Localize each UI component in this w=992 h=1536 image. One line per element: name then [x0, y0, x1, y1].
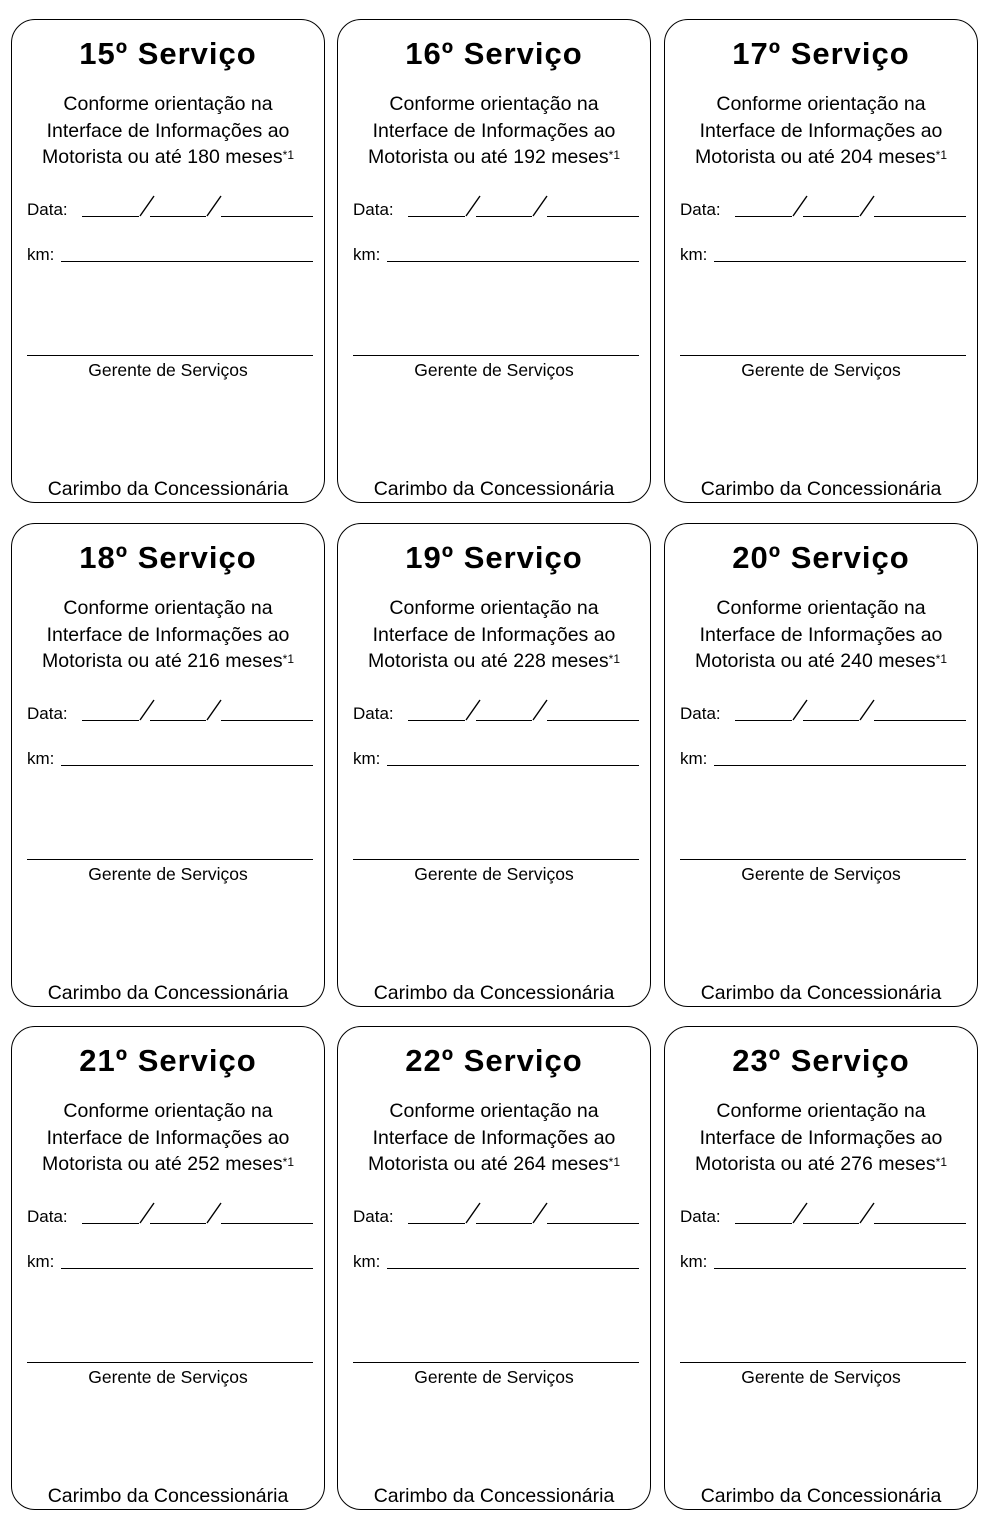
km-label: km:	[353, 1252, 381, 1271]
signature-line[interactable]	[353, 859, 639, 860]
description-line-2: Interface de Informações ao	[372, 623, 616, 646]
description-line-2: Interface de Informações ao	[46, 623, 290, 646]
service-title: 22º Serviço	[405, 1043, 583, 1078]
date-label: Data:	[680, 704, 721, 723]
date-label: Data:	[680, 200, 721, 219]
date-day-field[interactable]	[408, 216, 465, 217]
km-label: km:	[353, 245, 381, 264]
km-field[interactable]	[387, 765, 639, 766]
date-year-field[interactable]	[874, 720, 966, 721]
description-prefix: Motorista ou até	[42, 650, 188, 672]
service-description	[12, 91, 324, 171]
signature-line[interactable]	[353, 1362, 639, 1363]
service-months: 264	[513, 1153, 546, 1175]
service-card	[337, 523, 651, 1007]
service-card	[664, 19, 978, 503]
date-year-field[interactable]	[221, 720, 313, 721]
date-day-field[interactable]	[408, 1223, 465, 1224]
date-separator-2	[531, 1201, 553, 1225]
date-day-field[interactable]	[735, 1223, 792, 1224]
description-prefix: Motorista ou até	[695, 1153, 841, 1175]
service-months: 276	[840, 1153, 873, 1175]
signature-line[interactable]	[680, 355, 966, 356]
service-title: 20º Serviço	[732, 540, 910, 575]
stamp-label: Carimbo da Concessionária	[700, 1485, 942, 1507]
service-months: 180	[187, 146, 220, 168]
date-day-field[interactable]	[408, 720, 465, 721]
service-title: 15º Serviço	[79, 36, 257, 71]
description-line-2: Interface de Informações ao	[699, 1126, 943, 1149]
service-title: 19º Serviço	[405, 540, 583, 575]
service-months: 228	[513, 650, 546, 672]
date-separator-1	[791, 698, 813, 722]
footnote-mark: *1	[282, 148, 294, 162]
description-prefix: Motorista ou até	[695, 146, 841, 168]
service-title: 23º Serviço	[732, 1043, 910, 1078]
date-day-field[interactable]	[82, 216, 139, 217]
km-field[interactable]	[387, 1268, 639, 1269]
km-field[interactable]	[61, 261, 313, 262]
date-month-field[interactable]	[150, 216, 206, 217]
date-day-field[interactable]	[82, 720, 139, 721]
service-card	[664, 1026, 978, 1510]
date-separator-1	[791, 1201, 813, 1225]
service-card	[337, 1026, 651, 1510]
description-line-1: Conforme orientação na	[716, 93, 926, 115]
description-line-3	[12, 648, 324, 675]
date-month-field[interactable]	[150, 720, 206, 721]
signature-label: Gerente de Serviços	[88, 1367, 248, 1387]
service-title: 21º Serviço	[79, 1043, 257, 1078]
km-field[interactable]	[714, 261, 966, 262]
date-separator-1	[138, 1201, 160, 1225]
description-line-1: Conforme orientação na	[63, 93, 273, 115]
description-prefix: Motorista ou até	[42, 1153, 188, 1175]
date-separator-2	[858, 698, 880, 722]
service-description	[665, 1098, 977, 1178]
service-description	[338, 595, 650, 675]
description-line-2: Interface de Informações ao	[372, 119, 616, 142]
service-card	[11, 523, 325, 1007]
date-separator-1	[138, 698, 160, 722]
date-separator-1	[464, 1201, 486, 1225]
description-suffix: meses	[219, 650, 283, 672]
description-suffix: meses	[219, 146, 283, 168]
date-label: Data:	[353, 200, 394, 219]
signature-label: Gerente de Serviços	[741, 360, 901, 380]
description-line-2: Interface de Informações ao	[46, 119, 290, 142]
description-suffix: meses	[872, 1153, 936, 1175]
footnote-mark: *1	[282, 652, 294, 666]
signature-line[interactable]	[27, 859, 313, 860]
description-suffix: meses	[545, 1153, 609, 1175]
stamp-label: Carimbo da Concessionária	[373, 1485, 615, 1507]
km-label: km:	[680, 1252, 708, 1271]
service-title: 17º Serviço	[732, 36, 910, 71]
date-year-field[interactable]	[547, 216, 639, 217]
footnote-mark: *1	[608, 652, 620, 666]
km-label: km:	[27, 245, 55, 264]
stamp-label: Carimbo da Concessionária	[47, 478, 289, 500]
date-year-field[interactable]	[547, 720, 639, 721]
description-line-2: Interface de Informações ao	[46, 1126, 290, 1149]
date-label: Data:	[27, 704, 68, 723]
date-month-field[interactable]	[803, 1223, 859, 1224]
signature-label: Gerente de Serviços	[88, 864, 248, 884]
date-separator-2	[205, 698, 227, 722]
date-month-field[interactable]	[476, 720, 532, 721]
service-description	[338, 1098, 650, 1178]
service-description	[12, 595, 324, 675]
description-line-1: Conforme orientação na	[716, 1100, 926, 1122]
description-line-3	[338, 648, 650, 675]
km-label: km:	[27, 1252, 55, 1271]
date-label: Data:	[353, 1207, 394, 1226]
signature-line[interactable]	[27, 355, 313, 356]
description-suffix: meses	[872, 650, 936, 672]
description-prefix: Motorista ou até	[695, 650, 841, 672]
service-description	[665, 595, 977, 675]
service-card	[11, 19, 325, 503]
date-separator-1	[791, 194, 813, 218]
service-title: 16º Serviço	[405, 36, 583, 71]
date-separator-1	[464, 698, 486, 722]
km-label: km:	[27, 749, 55, 768]
km-field[interactable]	[714, 1268, 966, 1269]
signature-label: Gerente de Serviços	[741, 1367, 901, 1387]
service-description	[338, 91, 650, 171]
footnote-mark: *1	[282, 1155, 294, 1169]
km-field[interactable]	[61, 765, 313, 766]
date-separator-2	[858, 194, 880, 218]
description-line-3	[338, 144, 650, 171]
description-prefix: Motorista ou até	[368, 146, 514, 168]
date-separator-1	[138, 194, 160, 218]
date-day-field[interactable]	[735, 720, 792, 721]
description-prefix: Motorista ou até	[42, 146, 188, 168]
date-separator-1	[464, 194, 486, 218]
date-label: Data:	[27, 1207, 68, 1226]
signature-line[interactable]	[353, 355, 639, 356]
signature-label: Gerente de Serviços	[88, 360, 248, 380]
footnote-mark: *1	[608, 148, 620, 162]
description-line-3	[338, 1151, 650, 1178]
stamp-label: Carimbo da Concessionária	[373, 478, 615, 500]
date-month-field[interactable]	[476, 216, 532, 217]
date-month-field[interactable]	[150, 1223, 206, 1224]
description-prefix: Motorista ou até	[368, 650, 514, 672]
stamp-label: Carimbo da Concessionária	[47, 1485, 289, 1507]
km-label: km:	[680, 749, 708, 768]
service-card	[664, 523, 978, 1007]
signature-line[interactable]	[27, 1362, 313, 1363]
description-line-3	[665, 648, 977, 675]
description-line-1: Conforme orientação na	[63, 597, 273, 619]
date-separator-2	[205, 1201, 227, 1225]
date-month-field[interactable]	[803, 216, 859, 217]
footnote-mark: *1	[608, 1155, 620, 1169]
description-prefix: Motorista ou até	[368, 1153, 514, 1175]
service-months: 252	[187, 1153, 220, 1175]
signature-label: Gerente de Serviços	[414, 360, 574, 380]
signature-label: Gerente de Serviços	[414, 864, 574, 884]
signature-line[interactable]	[680, 859, 966, 860]
description-line-2: Interface de Informações ao	[699, 623, 943, 646]
signature-line[interactable]	[680, 1362, 966, 1363]
date-day-field[interactable]	[735, 216, 792, 217]
service-description	[665, 91, 977, 171]
km-field[interactable]	[387, 261, 639, 262]
signature-label: Gerente de Serviços	[414, 1367, 574, 1387]
km-label: km:	[680, 245, 708, 264]
stamp-label: Carimbo da Concessionária	[47, 982, 289, 1004]
km-label: km:	[353, 749, 381, 768]
description-line-1: Conforme orientação na	[63, 1100, 273, 1122]
description-line-1: Conforme orientação na	[716, 597, 926, 619]
service-months: 192	[513, 146, 546, 168]
stamp-label: Carimbo da Concessionária	[700, 478, 942, 500]
description-suffix: meses	[545, 146, 609, 168]
footnote-mark: *1	[935, 652, 947, 666]
footnote-mark: *1	[935, 1155, 947, 1169]
description-line-1: Conforme orientação na	[389, 597, 599, 619]
service-title: 18º Serviço	[79, 540, 257, 575]
date-year-field[interactable]	[221, 216, 313, 217]
km-field[interactable]	[714, 765, 966, 766]
description-line-3	[665, 144, 977, 171]
service-months: 216	[187, 650, 220, 672]
description-suffix: meses	[545, 650, 609, 672]
service-months: 240	[840, 650, 873, 672]
description-line-3	[665, 1151, 977, 1178]
date-year-field[interactable]	[547, 1223, 639, 1224]
stamp-label: Carimbo da Concessionária	[700, 982, 942, 1004]
date-separator-2	[858, 1201, 880, 1225]
km-field[interactable]	[61, 1268, 313, 1269]
service-description	[12, 1098, 324, 1178]
date-label: Data:	[27, 200, 68, 219]
stamp-label: Carimbo da Concessionária	[373, 982, 615, 1004]
date-year-field[interactable]	[221, 1223, 313, 1224]
service-card	[11, 1026, 325, 1510]
footnote-mark: *1	[935, 148, 947, 162]
date-label: Data:	[353, 704, 394, 723]
description-line-2: Interface de Informações ao	[699, 119, 943, 142]
description-suffix: meses	[872, 146, 936, 168]
date-separator-2	[205, 194, 227, 218]
date-year-field[interactable]	[874, 1223, 966, 1224]
description-line-1: Conforme orientação na	[389, 93, 599, 115]
signature-label: Gerente de Serviços	[741, 864, 901, 884]
date-day-field[interactable]	[82, 1223, 139, 1224]
date-month-field[interactable]	[803, 720, 859, 721]
description-line-3	[12, 1151, 324, 1178]
description-line-3	[12, 144, 324, 171]
description-suffix: meses	[219, 1153, 283, 1175]
description-line-1: Conforme orientação na	[389, 1100, 599, 1122]
date-month-field[interactable]	[476, 1223, 532, 1224]
date-year-field[interactable]	[874, 216, 966, 217]
description-line-2: Interface de Informações ao	[372, 1126, 616, 1149]
service-card	[337, 19, 651, 503]
date-separator-2	[531, 698, 553, 722]
date-separator-2	[531, 194, 553, 218]
service-months: 204	[840, 146, 873, 168]
date-label: Data:	[680, 1207, 721, 1226]
